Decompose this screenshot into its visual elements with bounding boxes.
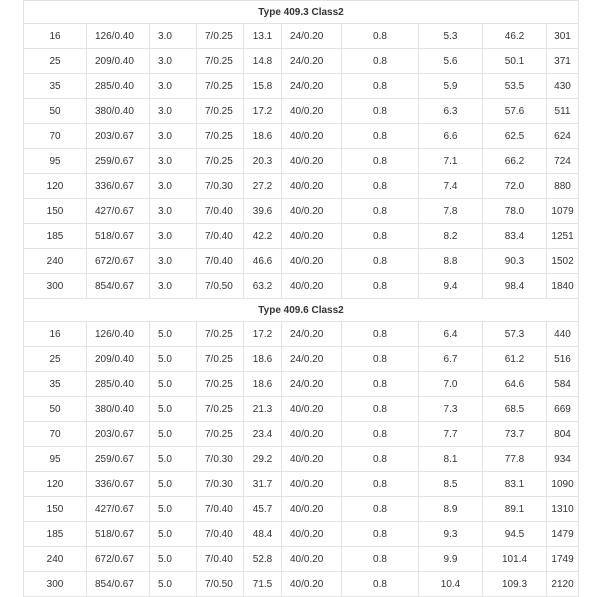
table-cell: 5.0 bbox=[150, 422, 197, 447]
table-cell: 285/0.40 bbox=[87, 372, 150, 397]
table-row bbox=[24, 199, 579, 224]
table-row bbox=[24, 249, 579, 274]
table-cell: 7/0.25 bbox=[197, 149, 244, 174]
spec-table-body bbox=[24, 1, 579, 597]
table-cell: 259/0.67 bbox=[87, 447, 150, 472]
table-row bbox=[24, 322, 579, 347]
table-cell: 40/0.20 bbox=[282, 547, 342, 572]
table-cell: 300 bbox=[24, 274, 87, 299]
table-cell: 854/0.67 bbox=[87, 274, 150, 299]
table-cell: 7/0.40 bbox=[197, 199, 244, 224]
table-cell: 0.8 bbox=[342, 447, 419, 472]
table-cell: 24/0.20 bbox=[282, 74, 342, 99]
table-cell: 3.0 bbox=[150, 24, 197, 49]
table-cell: 5.0 bbox=[150, 447, 197, 472]
table-cell: 126/0.40 bbox=[87, 322, 150, 347]
table-row bbox=[24, 49, 579, 74]
table-cell: 25 bbox=[24, 347, 87, 372]
table-row bbox=[24, 99, 579, 124]
table-cell: 7/0.30 bbox=[197, 447, 244, 472]
table-cell: 40/0.20 bbox=[282, 447, 342, 472]
table-cell: 6.6 bbox=[419, 124, 483, 149]
table-cell: 3.0 bbox=[150, 224, 197, 249]
table-cell: 1310 bbox=[547, 497, 579, 522]
table-cell: 68.5 bbox=[483, 397, 547, 422]
table-row bbox=[24, 149, 579, 174]
table-cell: 0.8 bbox=[342, 124, 419, 149]
section-title: Type 409.3 Class2 bbox=[24, 1, 579, 24]
table-cell: 511 bbox=[547, 99, 579, 124]
table-cell: 24/0.20 bbox=[282, 372, 342, 397]
table-cell: 7/0.25 bbox=[197, 24, 244, 49]
table-cell: 7/0.25 bbox=[197, 124, 244, 149]
table-cell: 5.0 bbox=[150, 347, 197, 372]
table-cell: 380/0.40 bbox=[87, 397, 150, 422]
table-row bbox=[24, 497, 579, 522]
table-cell: 7.4 bbox=[419, 174, 483, 199]
table-cell: 24/0.20 bbox=[282, 49, 342, 74]
table-cell: 72.0 bbox=[483, 174, 547, 199]
table-cell: 6.7 bbox=[419, 347, 483, 372]
table-cell: 9.3 bbox=[419, 522, 483, 547]
table-cell: 18.6 bbox=[244, 372, 282, 397]
table-cell: 724 bbox=[547, 149, 579, 174]
table-cell: 1840 bbox=[547, 274, 579, 299]
table-cell: 3.0 bbox=[150, 149, 197, 174]
table-cell: 50 bbox=[24, 99, 87, 124]
table-cell: 0.8 bbox=[342, 497, 419, 522]
table-cell: 285/0.40 bbox=[87, 74, 150, 99]
table-cell: 46.2 bbox=[483, 24, 547, 49]
table-cell: 624 bbox=[547, 124, 579, 149]
table-cell: 2120 bbox=[547, 572, 579, 597]
table-cell: 25 bbox=[24, 49, 87, 74]
table-row bbox=[24, 74, 579, 99]
table-cell: 40/0.20 bbox=[282, 224, 342, 249]
table-row bbox=[24, 572, 579, 597]
table-cell: 5.0 bbox=[150, 472, 197, 497]
table-cell: 61.2 bbox=[483, 347, 547, 372]
table-cell: 301 bbox=[547, 24, 579, 49]
table-cell: 35 bbox=[24, 74, 87, 99]
table-cell: 5.0 bbox=[150, 397, 197, 422]
table-cell: 70 bbox=[24, 422, 87, 447]
table-cell: 5.3 bbox=[419, 24, 483, 49]
table-cell: 53.5 bbox=[483, 74, 547, 99]
table-cell: 203/0.67 bbox=[87, 124, 150, 149]
table-cell: 7/0.25 bbox=[197, 397, 244, 422]
table-cell: 0.8 bbox=[342, 322, 419, 347]
table-cell: 8.8 bbox=[419, 249, 483, 274]
table-cell: 1502 bbox=[547, 249, 579, 274]
table-cell: 78.0 bbox=[483, 199, 547, 224]
table-cell: 7.7 bbox=[419, 422, 483, 447]
table-cell: 94.5 bbox=[483, 522, 547, 547]
table-cell: 0.8 bbox=[342, 397, 419, 422]
table-cell: 3.0 bbox=[150, 124, 197, 149]
table-cell: 7/0.25 bbox=[197, 422, 244, 447]
table-cell: 5.0 bbox=[150, 522, 197, 547]
table-cell: 7/0.25 bbox=[197, 74, 244, 99]
table-cell: 0.8 bbox=[342, 199, 419, 224]
table-cell: 3.0 bbox=[150, 74, 197, 99]
table-cell: 13.1 bbox=[244, 24, 282, 49]
table-cell: 7/0.40 bbox=[197, 249, 244, 274]
table-cell: 120 bbox=[24, 472, 87, 497]
table-cell: 240 bbox=[24, 249, 87, 274]
table-cell: 40/0.20 bbox=[282, 274, 342, 299]
table-cell: 40/0.20 bbox=[282, 199, 342, 224]
table-cell: 40/0.20 bbox=[282, 397, 342, 422]
table-cell: 98.4 bbox=[483, 274, 547, 299]
table-cell: 40/0.20 bbox=[282, 497, 342, 522]
table-cell: 5.0 bbox=[150, 497, 197, 522]
table-cell: 0.8 bbox=[342, 372, 419, 397]
table-cell: 6.3 bbox=[419, 99, 483, 124]
table-cell: 50.1 bbox=[483, 49, 547, 74]
table-cell: 42.2 bbox=[244, 224, 282, 249]
table-cell: 14.8 bbox=[244, 49, 282, 74]
table-row bbox=[24, 472, 579, 497]
table-cell: 880 bbox=[547, 174, 579, 199]
table-cell: 35 bbox=[24, 372, 87, 397]
table-cell: 5.0 bbox=[150, 322, 197, 347]
table-cell: 71.5 bbox=[244, 572, 282, 597]
section-header-row bbox=[24, 1, 579, 24]
table-cell: 16 bbox=[24, 322, 87, 347]
table-cell: 7/0.25 bbox=[197, 99, 244, 124]
table-cell: 62.5 bbox=[483, 124, 547, 149]
table-cell: 5.0 bbox=[150, 547, 197, 572]
table-cell: 7/0.40 bbox=[197, 522, 244, 547]
table-cell: 430 bbox=[547, 74, 579, 99]
table-row bbox=[24, 347, 579, 372]
table-cell: 380/0.40 bbox=[87, 99, 150, 124]
table-cell: 46.6 bbox=[244, 249, 282, 274]
table-cell: 15.8 bbox=[244, 74, 282, 99]
table-cell: 3.0 bbox=[150, 249, 197, 274]
table-cell: 259/0.67 bbox=[87, 149, 150, 174]
table-cell: 7/0.50 bbox=[197, 572, 244, 597]
table-cell: 804 bbox=[547, 422, 579, 447]
table-cell: 7/0.25 bbox=[197, 49, 244, 74]
table-cell: 126/0.40 bbox=[87, 24, 150, 49]
table-cell: 934 bbox=[547, 447, 579, 472]
table-cell: 0.8 bbox=[342, 522, 419, 547]
table-cell: 5.0 bbox=[150, 572, 197, 597]
table-cell: 29.2 bbox=[244, 447, 282, 472]
table-cell: 6.4 bbox=[419, 322, 483, 347]
table-cell: 7/0.40 bbox=[197, 497, 244, 522]
table-cell: 7/0.50 bbox=[197, 274, 244, 299]
table-cell: 8.1 bbox=[419, 447, 483, 472]
table-cell: 0.8 bbox=[342, 347, 419, 372]
table-cell: 5.0 bbox=[150, 372, 197, 397]
table-cell: 57.6 bbox=[483, 99, 547, 124]
table-row bbox=[24, 447, 579, 472]
table-cell: 64.6 bbox=[483, 372, 547, 397]
cable-spec-table bbox=[23, 0, 579, 597]
table-cell: 57.3 bbox=[483, 322, 547, 347]
table-cell: 672/0.67 bbox=[87, 249, 150, 274]
table-cell: 371 bbox=[547, 49, 579, 74]
section-header-row bbox=[24, 299, 579, 322]
table-cell: 0.8 bbox=[342, 422, 419, 447]
table-cell: 90.3 bbox=[483, 249, 547, 274]
table-cell: 0.8 bbox=[342, 472, 419, 497]
table-cell: 440 bbox=[547, 322, 579, 347]
table-cell: 21.3 bbox=[244, 397, 282, 422]
table-cell: 0.8 bbox=[342, 249, 419, 274]
table-cell: 24/0.20 bbox=[282, 24, 342, 49]
table-cell: 40/0.20 bbox=[282, 99, 342, 124]
table-row bbox=[24, 422, 579, 447]
table-cell: 83.4 bbox=[483, 224, 547, 249]
table-cell: 1090 bbox=[547, 472, 579, 497]
table-cell: 3.0 bbox=[150, 174, 197, 199]
table-cell: 109.3 bbox=[483, 572, 547, 597]
table-cell: 5.6 bbox=[419, 49, 483, 74]
table-cell: 3.0 bbox=[150, 99, 197, 124]
table-row bbox=[24, 522, 579, 547]
table-cell: 150 bbox=[24, 497, 87, 522]
table-cell: 0.8 bbox=[342, 572, 419, 597]
table-cell: 185 bbox=[24, 522, 87, 547]
table-cell: 16 bbox=[24, 24, 87, 49]
table-cell: 1251 bbox=[547, 224, 579, 249]
table-cell: 18.6 bbox=[244, 347, 282, 372]
table-cell: 3.0 bbox=[150, 274, 197, 299]
table-cell: 24/0.20 bbox=[282, 347, 342, 372]
table-row bbox=[24, 547, 579, 572]
table-cell: 40/0.20 bbox=[282, 174, 342, 199]
table-cell: 150 bbox=[24, 199, 87, 224]
table-cell: 203/0.67 bbox=[87, 422, 150, 447]
table-cell: 0.8 bbox=[342, 99, 419, 124]
table-cell: 7/0.30 bbox=[197, 472, 244, 497]
table-cell: 45.7 bbox=[244, 497, 282, 522]
table-cell: 8.2 bbox=[419, 224, 483, 249]
table-cell: 7.1 bbox=[419, 149, 483, 174]
table-cell: 672/0.67 bbox=[87, 547, 150, 572]
table-cell: 5.9 bbox=[419, 74, 483, 99]
table-cell: 3.0 bbox=[150, 49, 197, 74]
table-cell: 40/0.20 bbox=[282, 522, 342, 547]
table-cell: 854/0.67 bbox=[87, 572, 150, 597]
table-row bbox=[24, 372, 579, 397]
table-cell: 89.1 bbox=[483, 497, 547, 522]
table-cell: 518/0.67 bbox=[87, 224, 150, 249]
table-cell: 336/0.67 bbox=[87, 472, 150, 497]
table-row bbox=[24, 174, 579, 199]
table-cell: 70 bbox=[24, 124, 87, 149]
table-cell: 1079 bbox=[547, 199, 579, 224]
table-cell: 516 bbox=[547, 347, 579, 372]
table-cell: 40/0.20 bbox=[282, 572, 342, 597]
table-cell: 185 bbox=[24, 224, 87, 249]
table-cell: 63.2 bbox=[244, 274, 282, 299]
table-cell: 17.2 bbox=[244, 322, 282, 347]
table-cell: 73.7 bbox=[483, 422, 547, 447]
table-cell: 40/0.20 bbox=[282, 422, 342, 447]
table-cell: 24/0.20 bbox=[282, 322, 342, 347]
table-cell: 1479 bbox=[547, 522, 579, 547]
table-cell: 48.4 bbox=[244, 522, 282, 547]
table-cell: 240 bbox=[24, 547, 87, 572]
table-cell: 101.4 bbox=[483, 547, 547, 572]
table-cell: 8.5 bbox=[419, 472, 483, 497]
table-cell: 40/0.20 bbox=[282, 249, 342, 274]
table-cell: 0.8 bbox=[342, 49, 419, 74]
table-cell: 0.8 bbox=[342, 24, 419, 49]
table-cell: 0.8 bbox=[342, 149, 419, 174]
table-cell: 7/0.40 bbox=[197, 547, 244, 572]
table-cell: 1749 bbox=[547, 547, 579, 572]
table-cell: 0.8 bbox=[342, 274, 419, 299]
section-title: Type 409.6 Class2 bbox=[24, 299, 579, 322]
table-cell: 3.0 bbox=[150, 199, 197, 224]
table-cell: 8.9 bbox=[419, 497, 483, 522]
table-row bbox=[24, 274, 579, 299]
table-cell: 40/0.20 bbox=[282, 149, 342, 174]
table-cell: 95 bbox=[24, 149, 87, 174]
table-cell: 39.6 bbox=[244, 199, 282, 224]
table-cell: 95 bbox=[24, 447, 87, 472]
table-cell: 7.8 bbox=[419, 199, 483, 224]
table-cell: 10.4 bbox=[419, 572, 483, 597]
table-cell: 9.4 bbox=[419, 274, 483, 299]
table-cell: 77.8 bbox=[483, 447, 547, 472]
table-cell: 518/0.67 bbox=[87, 522, 150, 547]
table-row bbox=[24, 397, 579, 422]
table-cell: 427/0.67 bbox=[87, 199, 150, 224]
table-cell: 83.1 bbox=[483, 472, 547, 497]
table-cell: 27.2 bbox=[244, 174, 282, 199]
table-cell: 40/0.20 bbox=[282, 472, 342, 497]
table-cell: 0.8 bbox=[342, 74, 419, 99]
table-cell: 40/0.20 bbox=[282, 124, 342, 149]
table-cell: 7.0 bbox=[419, 372, 483, 397]
table-cell: 18.6 bbox=[244, 124, 282, 149]
table-row bbox=[24, 124, 579, 149]
table-cell: 17.2 bbox=[244, 99, 282, 124]
table-cell: 120 bbox=[24, 174, 87, 199]
table-cell: 300 bbox=[24, 572, 87, 597]
table-cell: 7/0.40 bbox=[197, 224, 244, 249]
table-cell: 209/0.40 bbox=[87, 347, 150, 372]
table-row bbox=[24, 24, 579, 49]
table-cell: 20.3 bbox=[244, 149, 282, 174]
table-cell: 7/0.25 bbox=[197, 322, 244, 347]
table-cell: 66.2 bbox=[483, 149, 547, 174]
table-cell: 31.7 bbox=[244, 472, 282, 497]
table-cell: 584 bbox=[547, 372, 579, 397]
table-cell: 7/0.30 bbox=[197, 174, 244, 199]
table-cell: 0.8 bbox=[342, 547, 419, 572]
table-cell: 669 bbox=[547, 397, 579, 422]
table-row bbox=[24, 224, 579, 249]
table-cell: 50 bbox=[24, 397, 87, 422]
table-cell: 427/0.67 bbox=[87, 497, 150, 522]
table-cell: 7/0.25 bbox=[197, 347, 244, 372]
table-cell: 0.8 bbox=[342, 174, 419, 199]
table-cell: 7.3 bbox=[419, 397, 483, 422]
table-cell: 7/0.25 bbox=[197, 372, 244, 397]
table-cell: 0.8 bbox=[342, 224, 419, 249]
table-cell: 9.9 bbox=[419, 547, 483, 572]
table-cell: 209/0.40 bbox=[87, 49, 150, 74]
table-cell: 336/0.67 bbox=[87, 174, 150, 199]
table-cell: 23.4 bbox=[244, 422, 282, 447]
table-cell: 52.8 bbox=[244, 547, 282, 572]
